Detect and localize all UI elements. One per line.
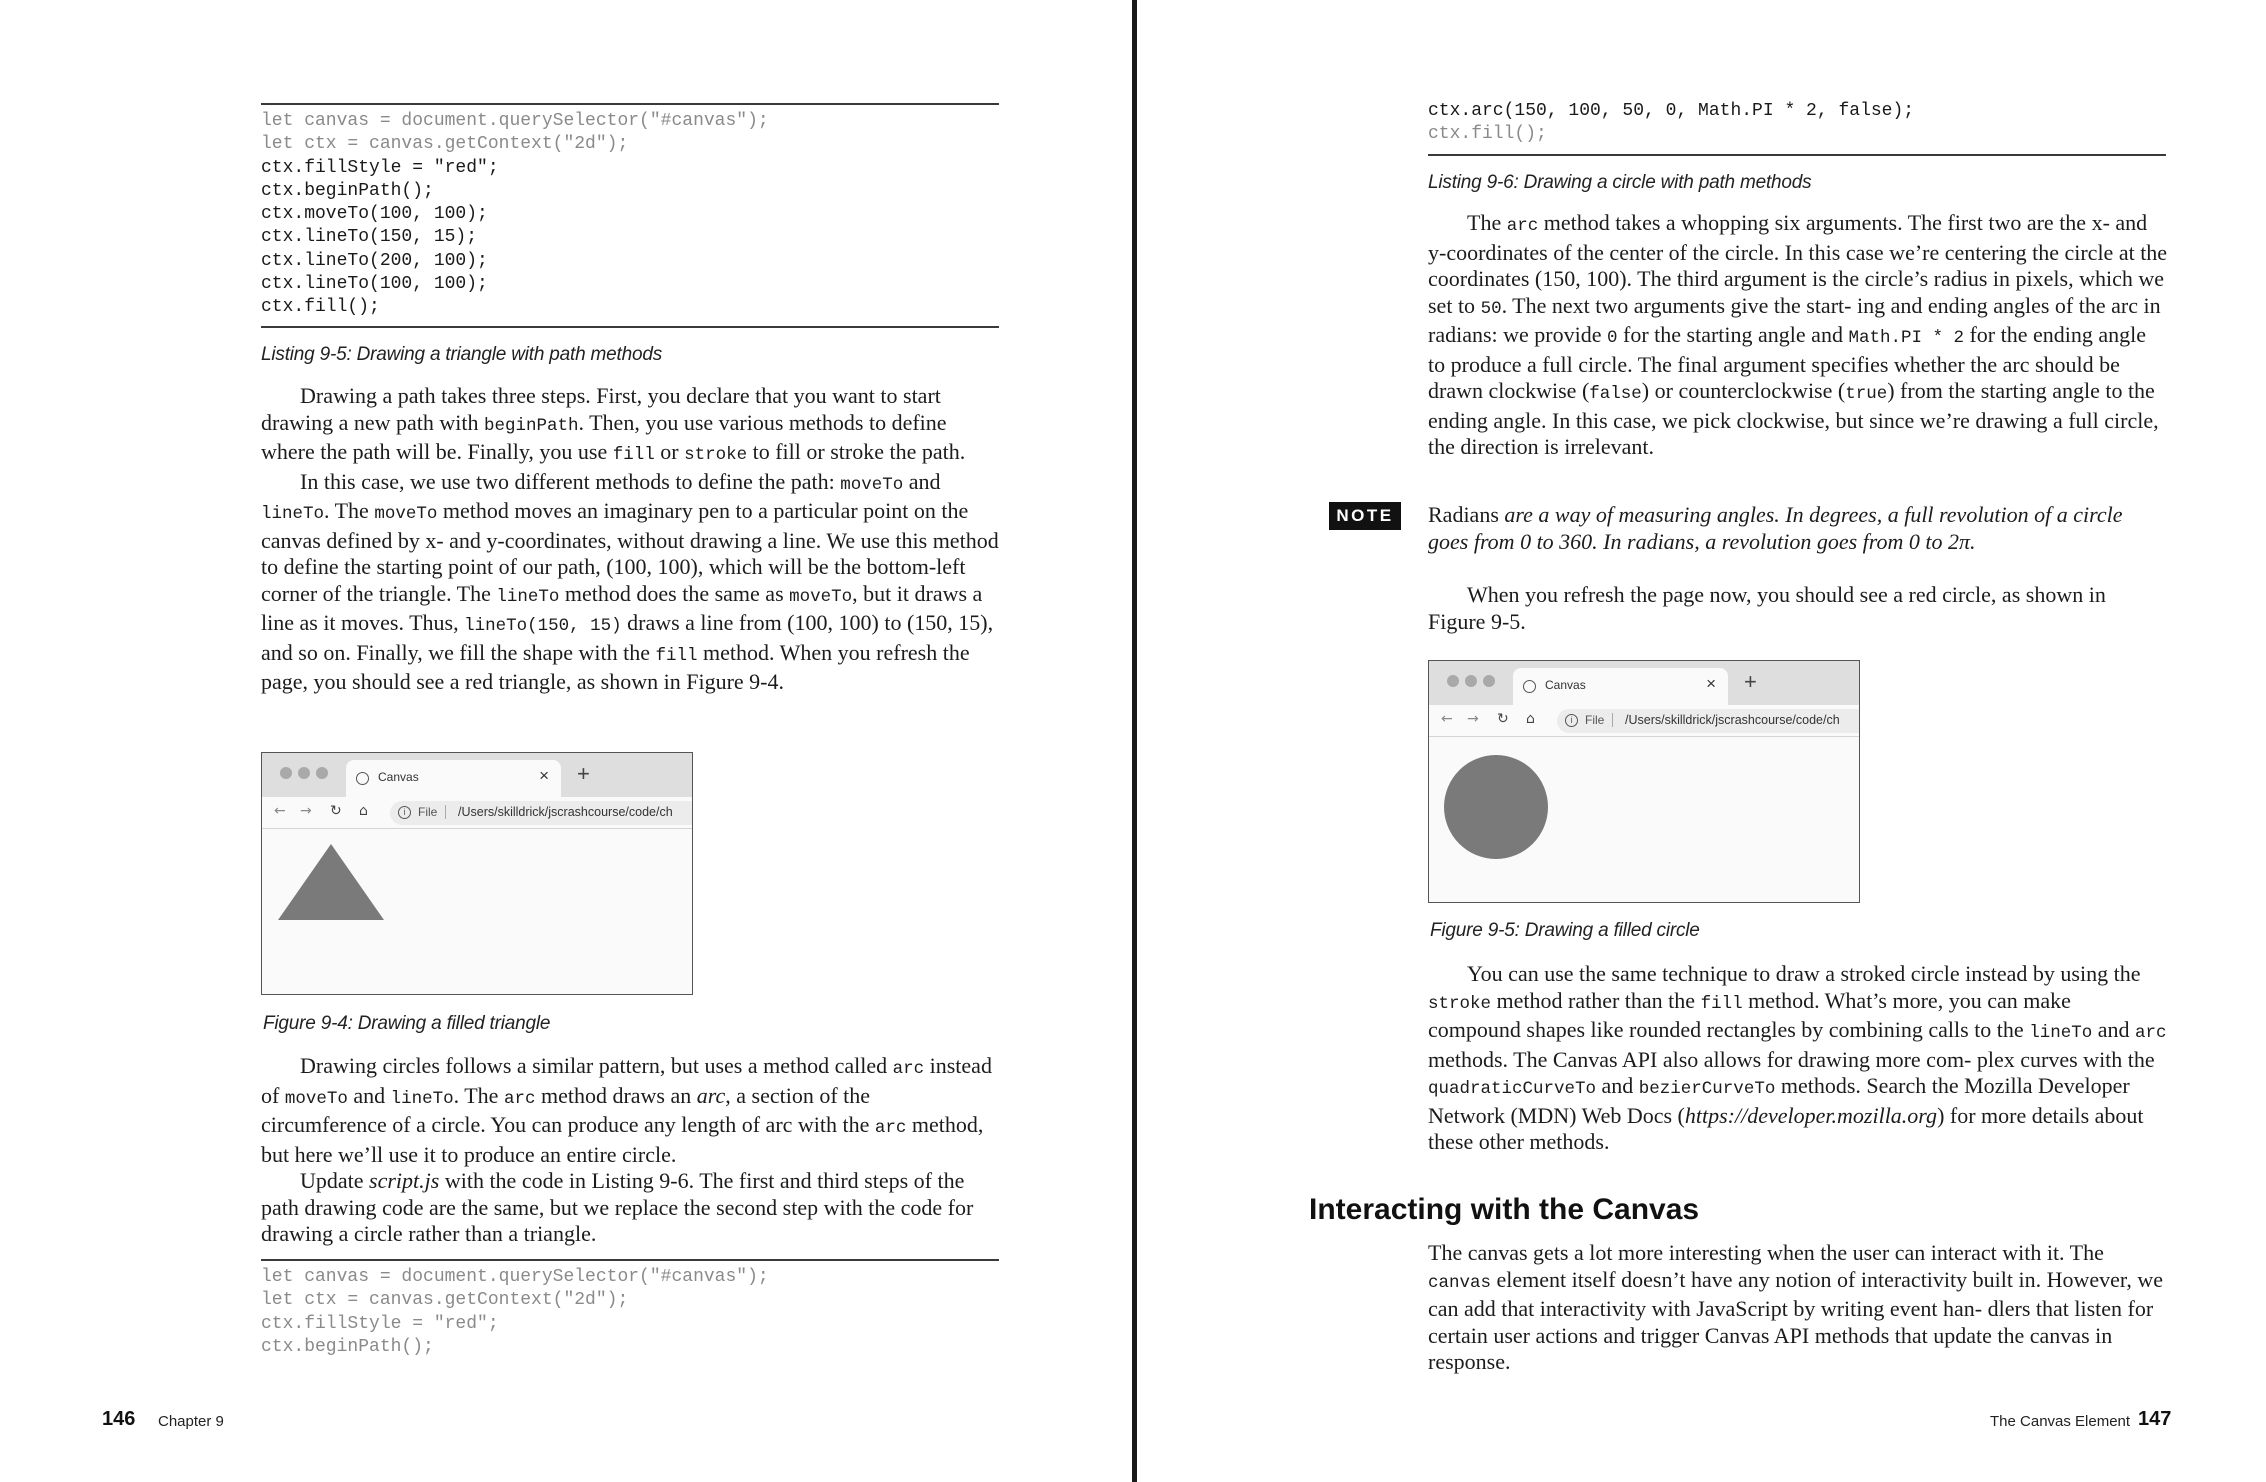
code-listing-9-6-end	[1428, 100, 1914, 147]
plus-icon: +	[1744, 669, 1757, 694]
filled-circle	[1444, 755, 1548, 859]
browser-nav-bar	[1429, 705, 1859, 737]
code-line: ctx.fill();	[1428, 124, 1547, 145]
info-icon: i	[398, 806, 411, 819]
triangle-drawing	[262, 830, 693, 995]
plus-icon: +	[577, 761, 590, 786]
code-line: ctx.lineTo(200, 100);	[261, 250, 488, 271]
circle-drawing	[1429, 738, 1860, 903]
forward-arrow-icon: →	[1467, 711, 1479, 727]
browser-nav-bar	[262, 797, 692, 829]
forward-arrow-icon: →	[300, 803, 312, 819]
page-number: 146	[102, 1408, 136, 1430]
paragraph: When you refresh the page now, you should see a red circle, as shown in Figure 9-5.	[1428, 582, 2106, 634]
home-icon: ⌂	[1526, 711, 1535, 727]
info-icon: i	[1565, 714, 1578, 727]
body-text-block	[261, 383, 1001, 696]
note-tag: NOTE	[1329, 502, 1401, 530]
browser-figure-triangle	[261, 752, 693, 995]
listing-caption: Listing 9-6: Drawing a circle with path methods	[1428, 172, 1812, 193]
listing-bottom-rule	[261, 326, 999, 328]
code-line: let canvas = document.querySelector("#canvas");	[261, 111, 769, 131]
page-number: 147	[2138, 1408, 2172, 1430]
reload-icon: ↻	[330, 803, 342, 819]
body-text-block	[1428, 582, 2168, 635]
code-line: ctx.fillStyle = "red";	[261, 157, 499, 178]
browser-tab-bar	[262, 753, 692, 797]
code-line: ctx.beginPath();	[261, 1336, 434, 1357]
back-arrow-icon: ←	[1441, 711, 1453, 727]
code-line: let canvas = document.querySelector("#canvas");	[261, 1267, 769, 1287]
window-maximize-dot	[1483, 675, 1495, 687]
page-gutter-divider	[1132, 0, 1137, 1482]
code-line: ctx.lineTo(100, 100);	[261, 274, 488, 295]
back-arrow-icon: ←	[274, 803, 286, 819]
address-bar	[390, 801, 692, 825]
paragraph: Update script.js with the code in Listing 9-6. The first and third steps of the path drawing code are the same, but we replace the second step with the code for drawing a circle rather than a triangle.	[261, 1168, 974, 1246]
file-label: File	[1585, 713, 1613, 727]
code-line: ctx.fill();	[261, 297, 380, 318]
code-line: let ctx = canvas.getContext("2d");	[261, 1290, 629, 1311]
browser-figure-circle	[1428, 660, 1860, 903]
section-heading: Interacting with the Canvas	[1309, 1193, 1700, 1226]
browser-tab-bar	[1429, 661, 1859, 705]
globe-icon	[1523, 680, 1536, 693]
window-minimize-dot	[298, 767, 310, 779]
listing-bottom-rule	[1428, 154, 2166, 156]
window-maximize-dot	[316, 767, 328, 779]
body-text-block	[1428, 210, 2168, 461]
canvas-area	[1429, 738, 1859, 902]
figure-caption: Figure 9-5: Drawing a filled circle	[1430, 920, 1700, 941]
filled-triangle	[278, 844, 384, 920]
tab-label: Canvas	[378, 770, 419, 784]
code-line: ctx.fillStyle = "red";	[261, 1313, 499, 1334]
close-icon: ×	[1706, 674, 1716, 693]
paragraph: You can use the same technique to draw a stroked circle instead by using the stroke method rather than the fill method. What’s more, you can make compound shapes like rounded rectangles by combining calls to the lineTo and arc methods. The Canvas API also allows for drawing more com- plex curves with the quadraticCurveTo and bezierCurveTo methods. Search the Mozilla Developer Network (MDN) Web Docs (https://developer.mozilla.org) for more details about these other methods.	[1428, 961, 2167, 1154]
note-text	[1428, 502, 2168, 555]
canvas-area	[262, 830, 692, 994]
code-listing-9-5	[261, 110, 769, 320]
url-text: /Users/skilldrick/jscrashcourse/code/ch	[458, 805, 673, 819]
browser-tab	[346, 760, 561, 797]
body-text-block	[1428, 1240, 2168, 1376]
home-icon: ⌂	[359, 803, 368, 819]
code-line: ctx.beginPath();	[261, 180, 434, 201]
code-line: ctx.moveTo(100, 100);	[261, 204, 488, 225]
listing-top-rule	[261, 103, 999, 105]
window-minimize-dot	[1465, 675, 1477, 687]
reload-icon: ↻	[1497, 711, 1509, 727]
running-head: The Canvas Element	[1990, 1413, 2131, 1430]
close-icon: ×	[539, 766, 549, 785]
running-head: Chapter 9	[158, 1413, 224, 1430]
body-text-block	[261, 1053, 1001, 1248]
code-line: ctx.lineTo(150, 15);	[261, 227, 478, 248]
file-label: File	[418, 805, 446, 819]
paragraph: In this case, we use two different methods to define the path: moveTo and lineTo. The moveTo method moves an imaginary pen to a particular point on the canvas defined by x- and y-coordinates, without drawing a line. We use this method to define the starting point of our path, (100, 100), which will be the bottom-left corner of the triangle. The lineTo method does the same as moveTo, but it draws a line as it moves. Thus, lineTo(150, 15) draws a line from (100, 100) to (150, 15), and so on. Finally, we fill the shape with the fill method. When you refresh the page, you should see a red triangle, as shown in Figure 9-4.	[261, 468, 999, 694]
address-bar	[1557, 709, 1859, 733]
listing-top-rule	[261, 1259, 999, 1261]
browser-tab	[1513, 668, 1728, 705]
paragraph: The canvas gets a lot more interesting when the user can interact with it. The canvas element itself doesn’t have any notion of interactivity built in. However, we can add that interactivity with JavaScript by writing event han- dlers that listen for certain user actions and trigger Canvas API methods that update the canvas in response.	[1428, 1240, 2163, 1374]
paragraph: Drawing a path takes three steps. First, you declare that you want to start drawing a new path with beginPath. Then, you use various methods to define where the path will be. Finally, you use fill or stroke to fill or stroke the path.	[261, 383, 966, 465]
window-close-dot	[1447, 675, 1459, 687]
globe-icon	[356, 772, 369, 785]
listing-caption: Listing 9-5: Drawing a triangle with path methods	[261, 344, 663, 365]
window-close-dot	[280, 767, 292, 779]
url-text: /Users/skilldrick/jscrashcourse/code/ch	[1625, 713, 1840, 727]
tab-label: Canvas	[1545, 678, 1586, 692]
code-line: let ctx = canvas.getContext("2d");	[261, 134, 629, 155]
figure-caption: Figure 9-4: Drawing a filled triangle	[263, 1013, 551, 1034]
paragraph: The arc method takes a whopping six arguments. The first two are the x- and y-coordinates of the center of the circle. In this case we’re centering the circle at the coordinates (150, 100). The third argument is the circle’s radius in pixels, which we set to 50. The next two arguments give the start- ing and ending angles of the arc in radians: we provide 0 for the starting angle and Math.PI * 2 for the ending angle to produce a full circle. The final argument specifies whether the arc should be drawn clockwise (false) or counterclockwise (true) from the starting angle to the ending angle. In this case, we pick clockwise, but since we’re drawing a full circle, the direction is irrelevant.	[1428, 210, 2168, 459]
body-text-block	[1428, 961, 2168, 1156]
paragraph: Drawing circles follows a similar pattern, but uses a method called arc instead of moveTo and lineTo. The arc method draws an arc, a section of the circumference of a circle. You can produce any length of arc with the arc method, but here we’ll use it to produce an entire circle.	[261, 1053, 992, 1167]
note-paragraph: Radians are a way of measuring angles. In degrees, a full revolution of a circle goes from 0 to 360. In radians, a revolution goes from 0 to 2π.	[1428, 502, 2123, 554]
code-line: ctx.arc(150, 100, 50, 0, Math.PI * 2, false);	[1428, 101, 1915, 121]
code-listing-9-6-start	[261, 1266, 769, 1359]
